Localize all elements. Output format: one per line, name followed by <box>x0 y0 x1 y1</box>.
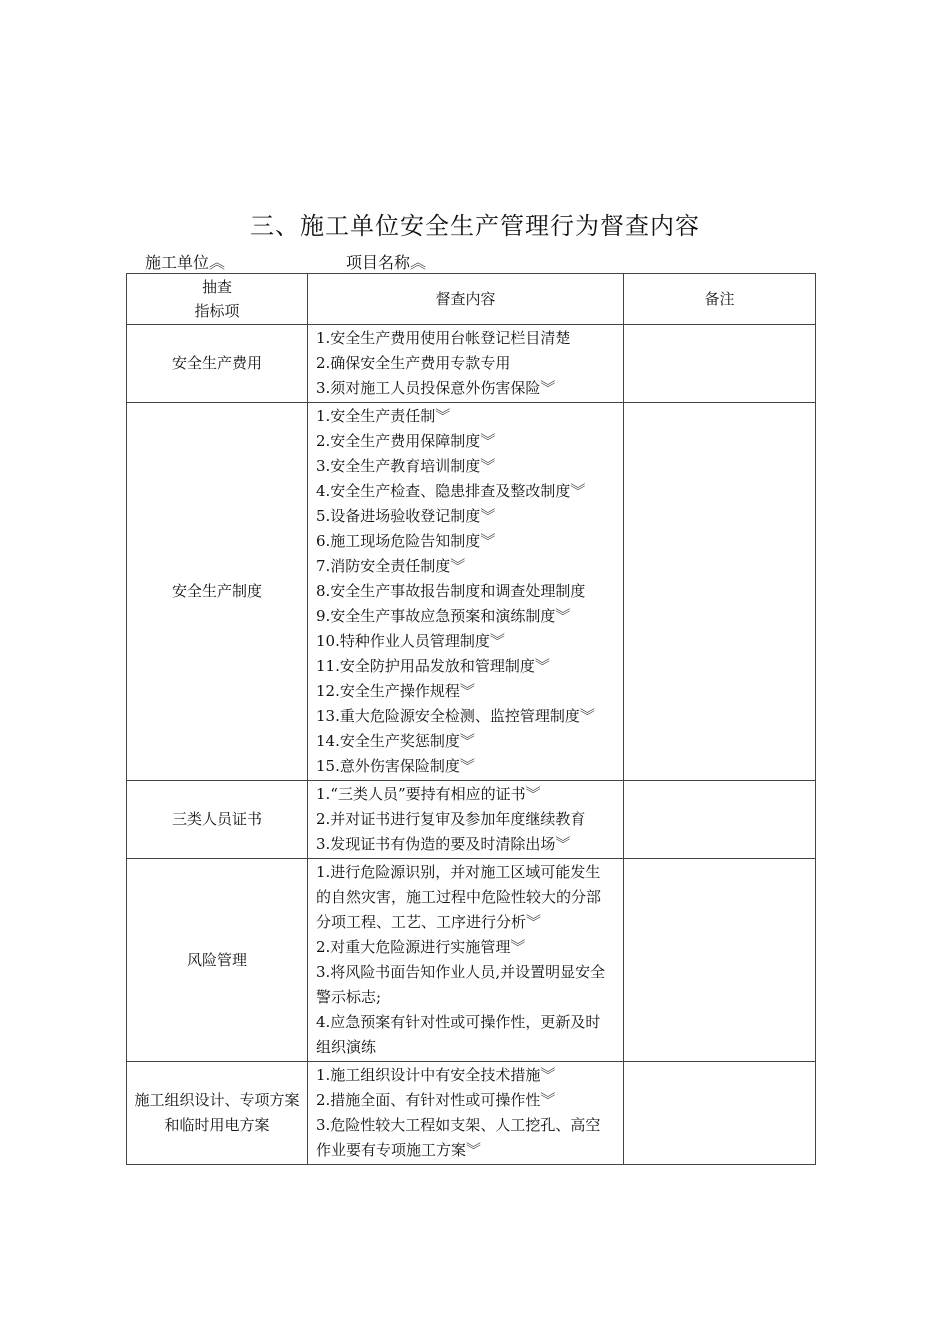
construction-unit-label: 施工单位︽ <box>145 253 226 272</box>
content-item: 2.对重大危险源进行实施管理︾ <box>316 938 526 956</box>
header-category <box>127 274 308 325</box>
content-item: 6.施工现场危险告知制度︾ <box>316 532 496 550</box>
content-item: 4.安全生产检查、隐患排查及整改制度︾ <box>316 482 586 500</box>
content-item: 5.设备进场验收登记制度︾ <box>316 507 496 525</box>
row-remark <box>624 859 816 1062</box>
content-item: 3.发现证书有伪造的要及时清除出场︾ <box>316 835 571 853</box>
row-remark <box>624 325 816 403</box>
row-content <box>308 403 624 781</box>
row-remark <box>624 1062 816 1165</box>
content-item: 10.特种作业人员管理制度︾ <box>316 632 505 650</box>
project-name-label: 项目名称︽ <box>346 253 427 272</box>
content-item: 15.意外伤害保险制度︾ <box>316 757 475 775</box>
row-remark <box>624 403 816 781</box>
content-item: 2.确保安全生产费用专款专用 <box>316 354 511 372</box>
header-category-line1: 抽查 <box>201 278 232 296</box>
content-item: 3.将风险书面告知作业人员,并设置明显安全警示标志; <box>316 963 606 1006</box>
content-item: 3.须对施工人员投保意外伤害保险︾ <box>316 379 556 397</box>
row-category: 安全生产制度 <box>127 403 308 781</box>
content-item: 1.进行危险源识别，并对施工区域可能发生的自然灾害，施工过程中危险性较大的分部分项工程、工艺、工序进行分析︾ <box>316 863 602 931</box>
table-row <box>127 403 816 781</box>
row-category: 三类人员证书 <box>127 781 308 859</box>
content-item: 11.安全防护用品发放和管理制度︾ <box>316 657 550 675</box>
row-category: 施工组织设计、专项方案和临时用电方案 <box>127 1062 308 1165</box>
row-content <box>308 325 624 403</box>
table-row <box>127 859 816 1062</box>
content-item: 4.应急预案有针对性或可操作性，更新及时组织演练 <box>316 1013 601 1056</box>
content-item: 14.安全生产奖惩制度︾ <box>316 732 475 750</box>
content-item: 3.安全生产教育培训制度︾ <box>316 457 496 475</box>
header-category-line2: 指标项 <box>194 302 240 320</box>
content-item: 1.安全生产费用使用台帐登记栏目清楚 <box>316 329 571 347</box>
row-content <box>308 781 624 859</box>
row-content <box>308 859 624 1062</box>
content-item: 13.重大危险源安全检测、监控管理制度︾ <box>316 707 595 725</box>
content-item: 1.施工组织设计中有安全技术措施︾ <box>316 1066 556 1084</box>
table-row <box>127 1062 816 1165</box>
content-item: 2.并对证书进行复审及参加年度继续教育 <box>316 810 586 828</box>
content-item: 8.安全生产事故报告制度和调查处理制度 <box>316 582 586 600</box>
content-item: 2.安全生产费用保障制度︾ <box>316 432 496 450</box>
header-content: 督查内容 <box>308 274 624 325</box>
page-title: 三、施工单位安全生产管理行为督查内容 <box>250 212 700 240</box>
table-row <box>127 781 816 859</box>
table-header-row <box>127 274 816 325</box>
inspection-table <box>126 273 816 1165</box>
content-item: 9.安全生产事故应急预案和演练制度︾ <box>316 607 571 625</box>
content-item: 1.安全生产责任制︾ <box>316 407 451 425</box>
row-category: 安全生产费用 <box>127 325 308 403</box>
row-remark <box>624 781 816 859</box>
content-item: 7.消防安全责任制度︾ <box>316 557 466 575</box>
content-item: 2.措施全面、有针对性或可操作性︾ <box>316 1091 556 1109</box>
row-content <box>308 1062 624 1165</box>
row-category: 风险管理 <box>127 859 308 1062</box>
content-item: 1.“三类人员”要持有相应的证书︾ <box>316 785 541 803</box>
header-remark: 备注 <box>624 274 816 325</box>
table-row <box>127 325 816 403</box>
content-item: 12.安全生产操作规程︾ <box>316 682 475 700</box>
content-item: 3.危险性较大工程如支架、人工挖孔、高空作业要有专项施工方案︾ <box>316 1116 601 1159</box>
